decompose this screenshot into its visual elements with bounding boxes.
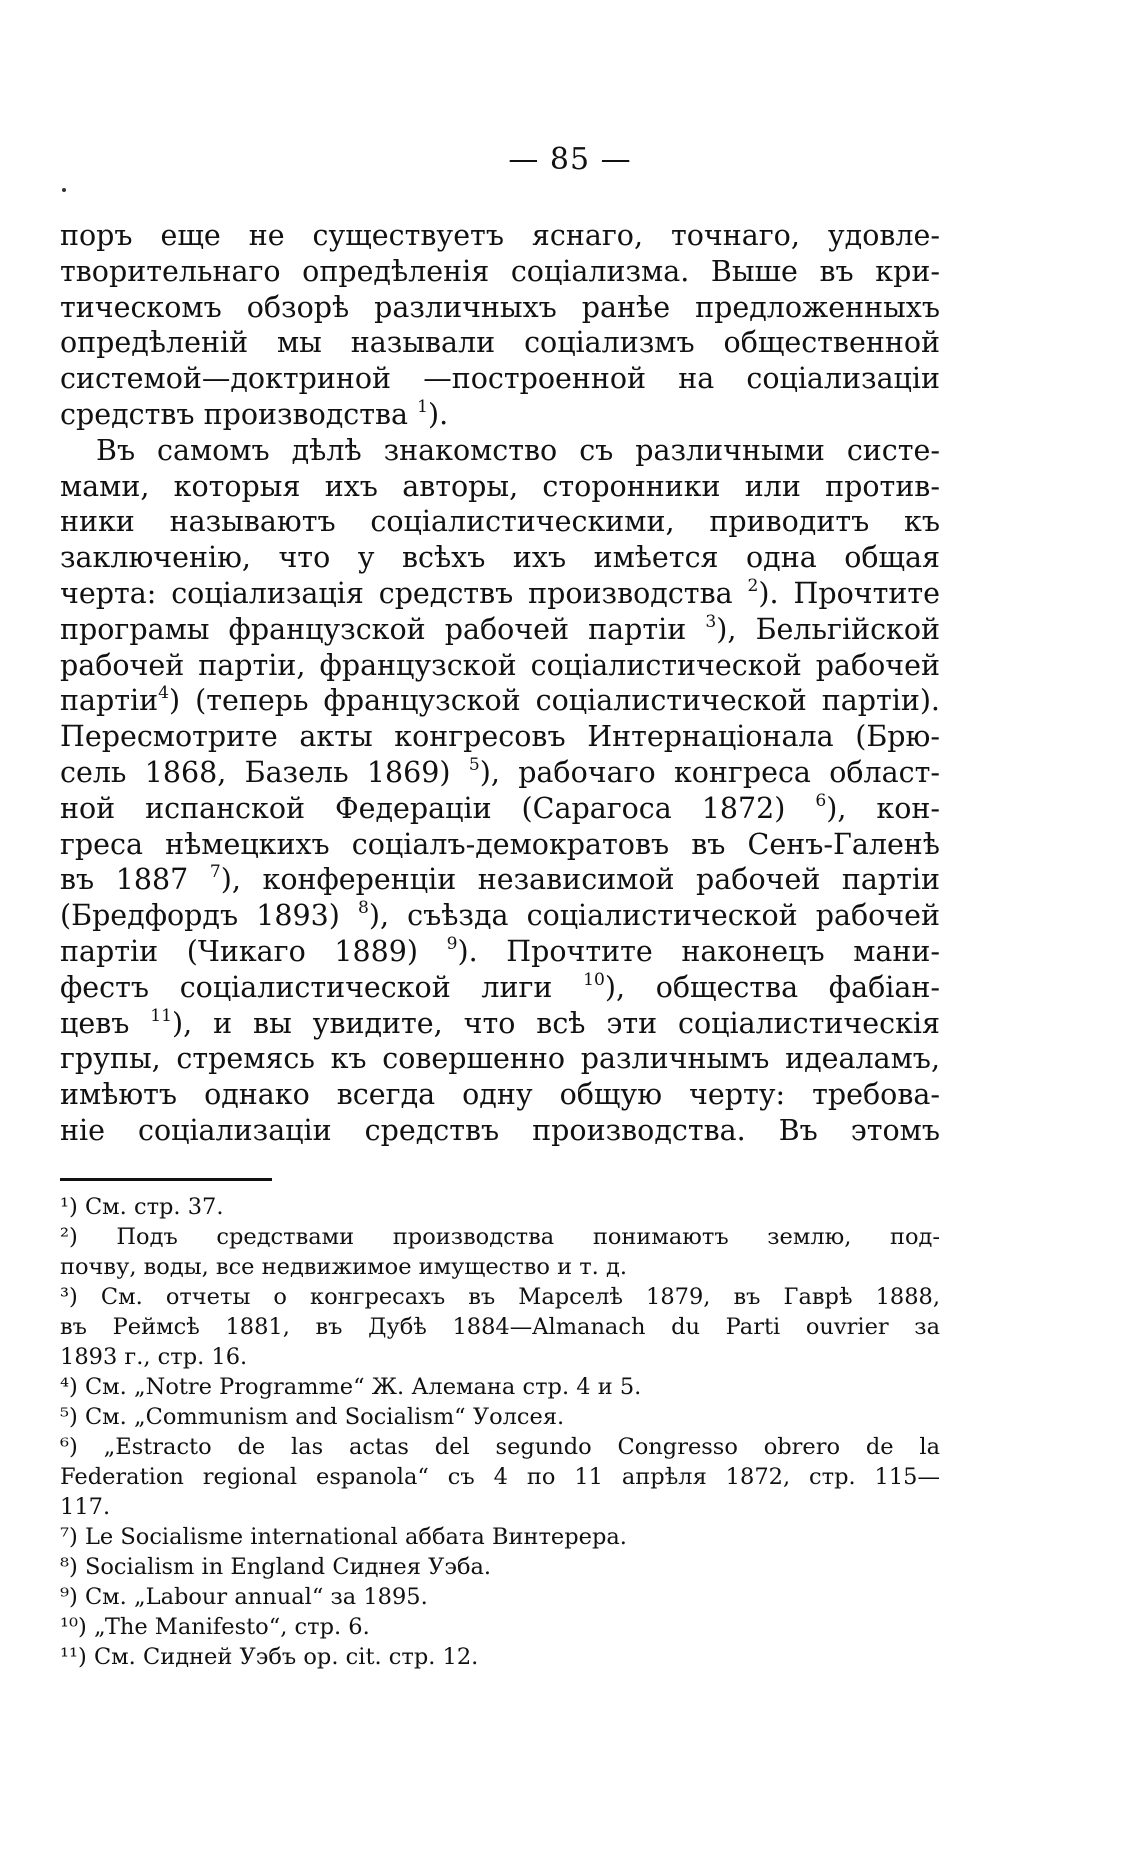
text-line	[60, 934, 940, 970]
text-line	[60, 1006, 940, 1042]
text-line	[60, 970, 940, 1006]
text-line-content: черта: соціализація средствъ производства	[60, 576, 748, 610]
text-line-continuation: ), съѣзда соціалистической рабочей	[368, 899, 940, 933]
text-line-content: Пересмотрите акты конгресовъ Интернаціонала (Брю-	[60, 720, 940, 754]
text-line-content: ніе соціализаціи средствъ производства. Въ этомъ	[60, 1113, 940, 1147]
text-line-content: рабочей партіи, французской соціалистической рабочей	[60, 648, 940, 682]
text-line-content: системой—доктриной —построенной на соціализаціи	[60, 362, 940, 396]
text-line-content: въ 1887	[60, 863, 210, 897]
text-line-content: фестъ соціалистической лиги	[60, 970, 584, 1004]
footnote-line: ⁸) Socialism in England Сиднея Уэба.	[60, 1554, 492, 1580]
footnote-ref: 5	[468, 754, 480, 775]
footnote-line: ³) См. отчеты о конгресахъ въ Марселѣ 1879, въ Гаврѣ 1888,	[60, 1284, 940, 1310]
text-line-continuation: ), рабочаго конгреса област-	[479, 755, 940, 789]
text-line-content: греса нѣмецкихъ соціалъ-демократовъ въ Сенъ-Галенѣ	[60, 827, 940, 861]
text-line	[60, 862, 940, 898]
text-line-continuation: ). Прочтите наконецъ мани-	[457, 934, 940, 968]
text-line-content: (Бредфордъ 1893)	[60, 899, 358, 933]
text-line-continuation: ). Прочтите	[758, 576, 940, 610]
text-line-content: заключенію, что у всѣхъ ихъ имѣется одна общая	[60, 541, 940, 575]
footnote-ref: 8	[357, 898, 369, 919]
footnote-line: почву, воды, все недвижимое имущество и т. д.	[60, 1254, 627, 1280]
text-line	[60, 469, 940, 505]
text-line-content: сель 1868, Базель 1869)	[60, 755, 469, 789]
footnote-ref: 6	[815, 790, 827, 811]
text-line-continuation: ), кон-	[826, 791, 940, 825]
text-line-continuation: ) (теперь французской соціалистической партіи).	[169, 684, 940, 718]
text-line-content: групы, стремясь къ совершенно различнымъ идеаламъ,	[60, 1042, 940, 1076]
text-line-content: средствъ производства	[60, 397, 418, 431]
text-line-content: Въ самомъ дѣлѣ знакомство съ различными систе-	[96, 433, 940, 467]
text-line	[60, 827, 940, 863]
text-line-content: цевъ	[60, 1006, 151, 1040]
text-line	[60, 433, 940, 469]
text-line-continuation: ), общества фабіан-	[604, 970, 940, 1004]
footnote-ref: 9	[446, 933, 458, 954]
text-line-content: партіи	[60, 684, 159, 718]
text-line-content: поръ еще не существуетъ яснаго, точнаго, удовле-	[60, 219, 940, 252]
text-line-continuation: ), и вы увидите, что всѣ эти соціалистическія	[172, 1006, 940, 1040]
text-line	[60, 1077, 940, 1113]
text-line	[60, 1113, 940, 1149]
footnote-line: ⁴) См. „Notre Programme“ Ж. Алемана стр. 4 и 5.	[60, 1374, 642, 1400]
text-line	[60, 397, 940, 433]
text-line	[60, 898, 940, 934]
text-line	[60, 576, 940, 612]
footnote-line: ⁹) См. „Labour annual“ за 1895.	[60, 1584, 428, 1610]
text-line-continuation: ), Бельгійской	[716, 612, 941, 646]
text-line	[60, 290, 940, 326]
text-line	[60, 612, 940, 648]
text-line-content: ной испанской Федераціи (Сарагоса 1872)	[60, 791, 816, 825]
footnote-ref: 4	[158, 683, 169, 704]
footnote-line: 117.	[60, 1494, 111, 1520]
text-line-content: тическомъ обзорѣ различныхъ ранѣе предложенныхъ	[60, 290, 940, 324]
text-line	[60, 791, 940, 827]
main-text	[60, 218, 940, 1149]
footnote-line: ¹) См. стр. 37.	[60, 1194, 224, 1220]
text-line-content: партіи (Чикаго 1889)	[60, 934, 447, 968]
text-line	[60, 648, 940, 684]
text-line-continuation: ), конференціи независимой рабочей партіи	[220, 863, 940, 897]
footnote-line: ¹¹) См. Сидней Уэбъ op. cit. стр. 12.	[60, 1644, 479, 1670]
text-line-content: програмы французской рабочей партіи	[60, 612, 706, 646]
text-line-content: мами, которыя ихъ авторы, сторонники или против-	[60, 469, 940, 503]
footnote-line: ⁶) „Estracto de las actas del segundo Congresso obrero de la	[60, 1434, 940, 1460]
text-line-content: имѣютъ однако всегда одну общую черту: требова-	[60, 1078, 940, 1112]
footnote-line: въ Реймсѣ 1881, въ Дубѣ 1884—Almanach du Parti ouvrier за	[60, 1314, 940, 1340]
print-speck	[62, 188, 66, 192]
text-line-content: опредѣленій мы называли соціализмъ общественной	[60, 326, 940, 360]
footnote-ref: 11	[150, 1005, 173, 1026]
footnote-line: ²) Подъ средствами производства понимаютъ землю, под-	[60, 1224, 940, 1250]
footnote-ref: 2	[747, 576, 759, 596]
text-line	[60, 1041, 940, 1077]
footnote-line: 1893 г., стр. 16.	[60, 1344, 248, 1370]
footnote-ref: 7	[209, 862, 221, 883]
text-line	[60, 218, 940, 254]
footnote-ref: 3	[705, 611, 717, 632]
text-line-content: творительнаго опредѣленія соціализма. Выше въ кри-	[60, 254, 940, 288]
text-line	[60, 361, 940, 397]
text-line	[60, 254, 940, 290]
footnote-ref: 10	[583, 969, 605, 990]
text-line-continuation: ).	[428, 397, 449, 431]
text-line	[60, 683, 940, 719]
footnote-line: Federation regional espanola“ съ 4 по 11 апрѣля 1872, стр. 115—	[60, 1464, 940, 1490]
footnote-line: ⁵) См. „Communism and Socialism“ Уолсея.	[60, 1404, 565, 1430]
text-line	[60, 325, 940, 361]
footnote-line: ¹⁰) „The Manifesto“, стр. 6.	[60, 1614, 370, 1640]
page-number: — 85 —	[508, 142, 632, 177]
footnote-line: ⁷) Le Socialisme international аббата Винтерера.	[60, 1524, 627, 1550]
text-line	[60, 719, 940, 755]
footnotes	[60, 1192, 940, 1672]
text-line	[60, 540, 940, 576]
text-line	[60, 755, 940, 791]
footnote-separator	[60, 1178, 272, 1181]
footnote-ref: 1	[417, 397, 428, 418]
text-line	[60, 504, 940, 540]
text-line-content: ники называютъ соціалистическими, приводитъ къ	[60, 505, 940, 539]
